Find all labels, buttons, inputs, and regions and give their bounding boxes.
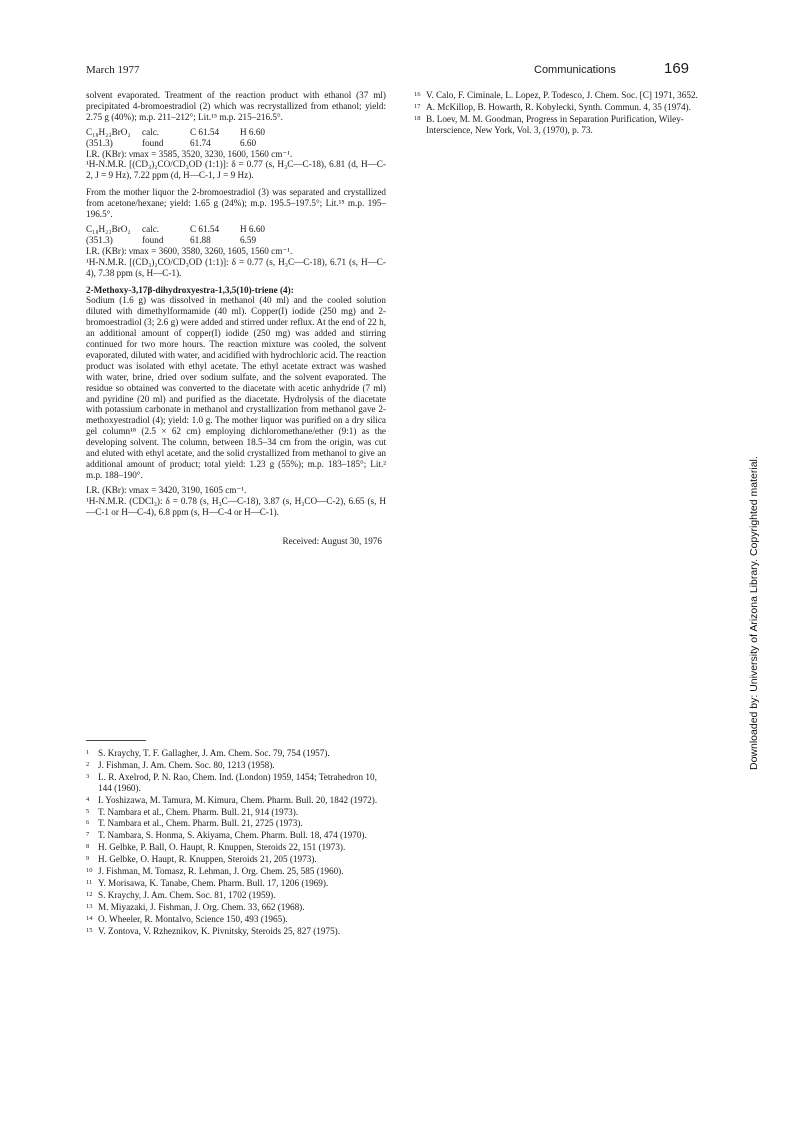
received-date: Received: August 30, 1976 [282, 535, 382, 546]
reference-item [414, 114, 710, 136]
footnote-item [86, 830, 386, 841]
footnote-text: H. Gelbke, P. Ball, O. Haupt, R. Knuppen, Steroids 22, 151 (1973). [98, 842, 346, 853]
footnote-number: 3 [86, 772, 90, 780]
c-found: 61.88 [190, 234, 211, 245]
ir-data-1: I.R. (KBr): νmax = 3585, 3520, 3230, 1600, 1560 cm⁻¹. [86, 148, 293, 159]
footnote-item [86, 854, 386, 865]
footnote-number: 11 [86, 878, 93, 886]
footnote-item [86, 760, 386, 771]
footnote-item [86, 890, 386, 901]
footnote-number: 13 [86, 902, 93, 910]
ir-data-2: I.R. (KBr): νmax = 3600, 3580, 3260, 1605, 1560 cm⁻¹. [86, 245, 293, 256]
right-column-references [414, 90, 710, 137]
reference-item [414, 102, 710, 113]
footnote-item [86, 807, 386, 818]
footnotes-list [86, 748, 386, 938]
reference-number: 18 [414, 114, 421, 122]
footnote-item [86, 772, 386, 794]
found-label: found [142, 234, 164, 245]
procedure-paragraph: Sodium (1.6 g) was dissolved in methanol (40 ml) and the cooled solution diluted with dimethylformamide (40 ml). Copper(I) iodide (250 mg) and 2-bromoestradiol (3; 2.6 g) were added and stirred under reflux. At the end of 22 h, an additional amount of copper(I) iodide (250 mg) was added and stirring continued for two more hours. The reaction mixture was cooled, the solvent evaporated, diluted with water, and acidified with hydrochloric acid. The reaction product was isolated with ethyl acetate. The ethyl acetate extract was washed with water, brine, dried over sodium sulfate, and the solvent evaporated. The residue so obtained was converted to the diacetate with acetic anhydride (7 ml) and pyridine (20 ml) and purified as the diacetate. Hydrolysis of the diacetate with potassium carbonate in methanol and crystallization from methanol gave 2-methoxyestradiol (4); yield: 1.0 g. The mother liquor was purified on a dry silica gel column¹⁸ (2.5 × 62 cm) employing dichloromethane/ether (9:1) as the developing solvent. The column, between 18.5–34 cm from the origin, was cut and eluted with ethyl acetate, and the solid crystallized from methanol to give an additional amount of product; total yield: 1.23 g (55%); m.p. 183–185°; Lit.² m.p. 188–190°. [86, 295, 386, 480]
reference-number: 16 [414, 91, 421, 98]
footnote-item [86, 926, 386, 937]
running-header-date: March 1977 [86, 64, 140, 76]
c-calc: C 61.54 [190, 126, 220, 137]
footnote-text: T. Nambara, S. Honma, S. Akiyama, Chem. Pharm. Bull. 18, 474 (1970). [98, 830, 367, 841]
reference-number: 17 [414, 102, 421, 110]
footnote-item [86, 866, 386, 877]
footnote-text: H. Gelbke, O. Haupt, R. Knuppen, Steroids 21, 205 (1973). [98, 854, 317, 865]
footnote-number: 7 [86, 831, 90, 839]
footnote-number: 8 [86, 843, 90, 851]
footnote-text: I. Yoshizawa, M. Tamura, M. Kimura, Chem. Pharm. Bull. 20, 1842 (1972). [98, 794, 378, 805]
footnote-text: T. Nambara et al., Chem. Pharm. Bull. 21, 2725 (1973). [98, 818, 303, 829]
nmr-data-3: ¹H-N.M.R. (CDCl₃): δ = 0.78 (s, H₃C—C-18), 3.87 (s, H₃CO—C-2), 6.65 (s, H—C-1 or H—C-4), 6.8 ppm (s, H—C-4 or H—C-1). [86, 495, 386, 517]
footnote-text: M. Miyazaki, J. Fishman, J. Org. Chem. 33, 662 (1968). [98, 901, 305, 912]
section-heading: 2-Methoxy-3,17β-dihydroxyestra-1,3,5(10)-triene (4): [86, 284, 294, 295]
formula: C₁₈H₂₃BrO₂ [86, 223, 131, 234]
h-calc: H 6.60 [240, 223, 266, 234]
footnote-text: O. Wheeler, R. Montalvo, Science 150, 493 (1965). [98, 913, 288, 924]
footnote-number: 9 [86, 855, 90, 863]
h-found: 6.59 [240, 234, 257, 245]
footnote-item [86, 795, 386, 806]
footnote-number: 10 [86, 867, 93, 875]
footnote-number: 14 [86, 914, 93, 922]
reference-item [414, 90, 710, 101]
footnote-item [86, 818, 386, 829]
reference-text: A. McKillop, B. Howarth, R. Kobylecki, Synth. Commun. 4, 35 (1974). [426, 101, 691, 112]
footnote-text: J. Fishman, M. Tomasz, R. Lehman, J. Org. Chem. 25, 585 (1960). [98, 866, 344, 877]
nmr-data-1: ¹H-N.M.R. [(CD₃)₂CO/CD₃OD (1:1)]: δ = 0.77 (s, H₃C—C-18), 6.81 (d, H—C-2, J = 9 Hz), 7.22 ppm (d, H—C-1, J = 9 Hz). [86, 159, 386, 181]
elemental-analysis-1 [86, 127, 386, 149]
c-found: 61.74 [190, 137, 211, 148]
footnote-text: J. Fishman, J. Am. Chem. Soc. 80, 1213 (1958). [98, 759, 275, 770]
footnote-number: 4 [86, 795, 90, 803]
running-header-section: Communications [534, 64, 616, 76]
footnote-number: 15 [86, 926, 93, 934]
footnote-number: 5 [86, 807, 90, 815]
mother-liquor-paragraph: From the mother liquor the 2-bromoestradiol (3) was separated and crystallized from acetone/hexane; yield: 1.65 g (24%); m.p. 195.5–197.5°; Lit.¹⁵ m.p. 195–196.5°. [86, 187, 386, 220]
nmr-data-2: ¹H-N.M.R. [(CD₃)₂CO/CD₃OD (1:1)]: δ = 0.77 (s, H₃C—C-18), 6.71 (s, H—C-4), 7.38 ppm (s, H—C-1). [86, 256, 386, 278]
footnote-item [86, 748, 386, 759]
reference-text: V. Calo, F. Ciminale, L. Lopez, P. Todesco, J. Chem. Soc. [C] 1971, 3652. [426, 90, 698, 100]
molecular-weight: (351.3) [86, 137, 113, 148]
footnote-item [86, 914, 386, 925]
formula: C₁₈H₂₃BrO₂ [86, 126, 131, 137]
footnote-number: 1 [86, 749, 90, 756]
page-number: 169 [664, 60, 690, 77]
reference-text: B. Loev, M. M. Goodman, Progress in Separation Purification, Wiley-Interscience, New York, Vol. 3, (1970), p. 73. [426, 113, 684, 135]
footnote-divider [86, 740, 146, 741]
footnote-text: S. Kraychy, T. F. Gallagher, J. Am. Chem. Soc. 79, 754 (1957). [98, 748, 330, 758]
molecular-weight: (351.3) [86, 234, 113, 245]
ir-data-3: I.R. (KBr): νmax = 3420, 3190, 1605 cm⁻¹. [86, 484, 247, 495]
footnote-text: V. Zontova, V. Rzheznikov, K. Pivnitsky, Steroids 25, 827 (1975). [98, 925, 341, 936]
intro-paragraph: solvent evaporated. Treatment of the reaction product with ethanol (37 ml) precipitated 4-bromoestradiol (2) which was recrystallized from ethanol; yield: 2.75 g (40%); m.p. 211–212°; Lit.¹⁵ m.p. 215–216.5°. [86, 90, 386, 122]
footnote-text: T. Nambara et al., Chem. Pharm. Bull. 21, 914 (1973). [98, 806, 299, 817]
found-label: found [142, 137, 164, 148]
footnote-text: S. Kraychy, J. Am. Chem. Soc. 81, 1702 (1959). [98, 889, 276, 900]
download-watermark: Downloaded by: University of Arizona Library. Copyrighted material. [748, 456, 760, 770]
footnote-text: Y. Morisawa, K. Tanabe, Chem. Pharm. Bull. 17, 1206 (1969). [98, 877, 329, 888]
footnote-number: 2 [86, 760, 90, 768]
elemental-analysis-2 [86, 224, 386, 246]
calc-label: calc. [142, 126, 160, 137]
footnote-number: 12 [86, 890, 93, 898]
calc-label: calc. [142, 223, 160, 234]
footnote-item [86, 878, 386, 889]
h-found: 6.60 [240, 137, 257, 148]
footnote-text: L. R. Axelrod, P. N. Rao, Chem. Ind. (London) 1959, 1454; Tetrahedron 10, 144 (1960). [98, 771, 377, 793]
footnote-number: 6 [86, 819, 90, 827]
footnote-item [86, 842, 386, 853]
c-calc: C 61.54 [190, 223, 220, 234]
footnote-item [86, 902, 386, 913]
h-calc: H 6.60 [240, 126, 266, 137]
left-column [86, 90, 386, 556]
